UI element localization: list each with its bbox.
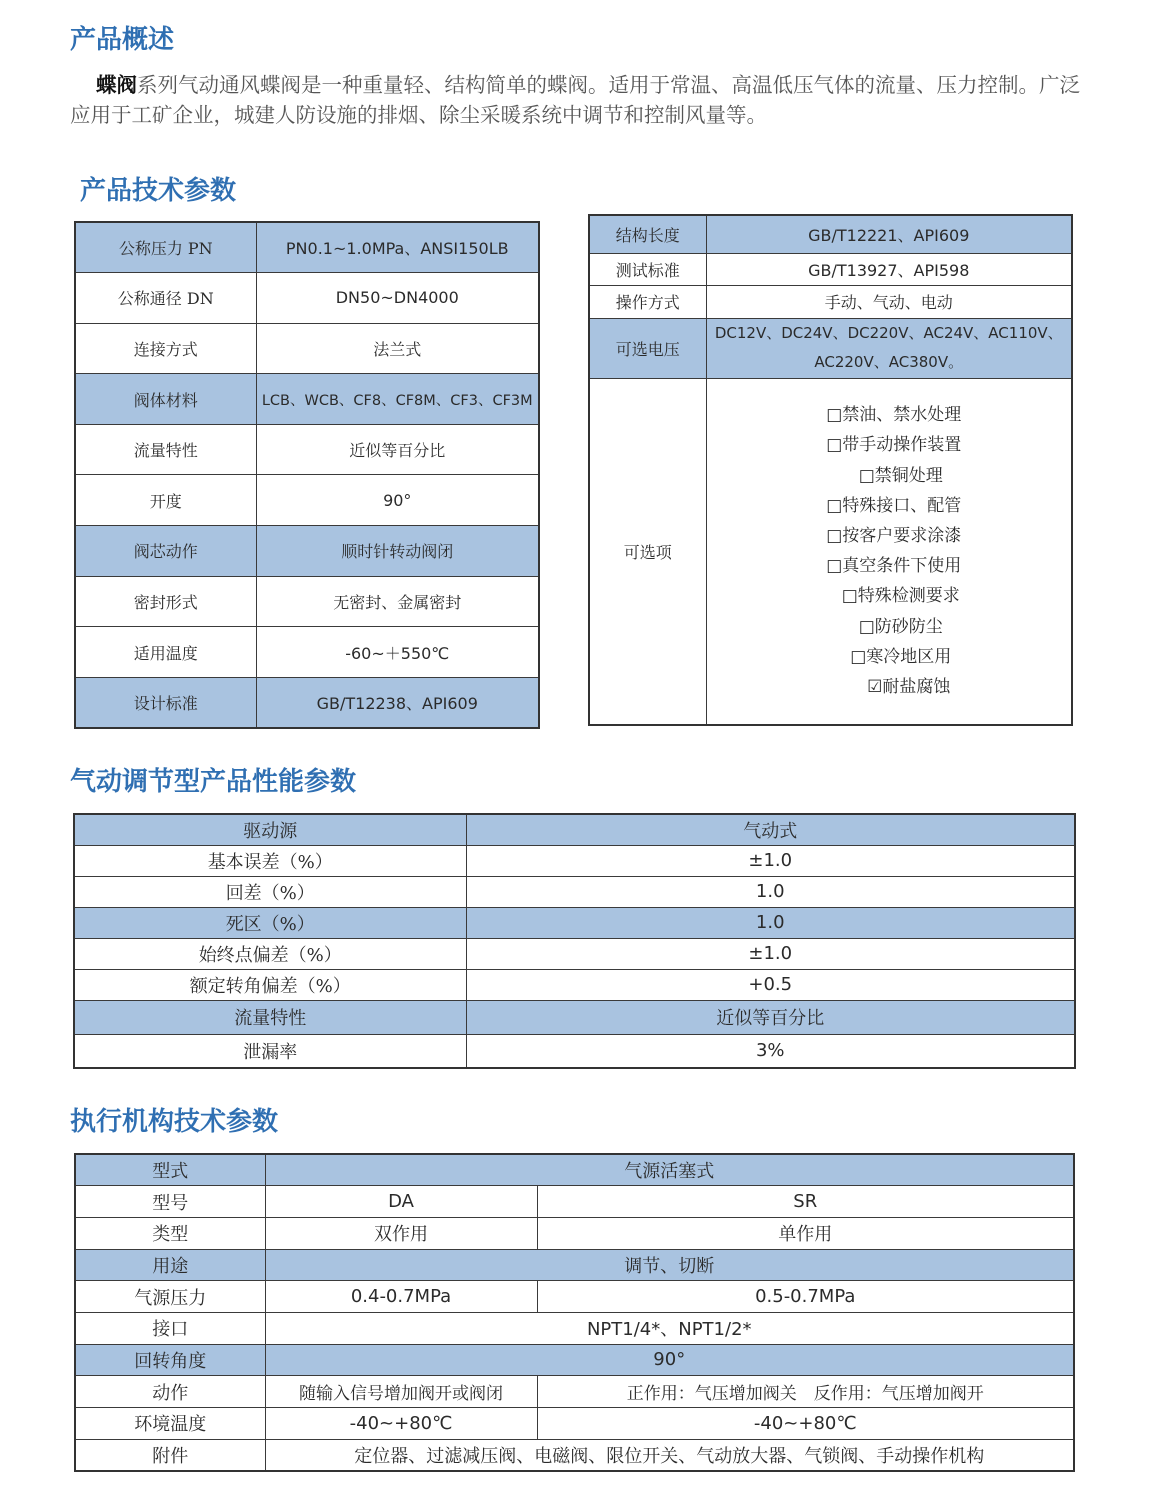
- table-row: [75, 1186, 1074, 1218]
- perf-label: 驱动源: [74, 814, 466, 845]
- act-value-sr: -40~+80℃: [537, 1408, 1074, 1440]
- spec-label: 操作方式: [589, 285, 706, 318]
- option-item: □带手动操作装置: [826, 435, 962, 456]
- perf-value: 3%: [466, 1034, 1075, 1068]
- act-label: 附件: [75, 1439, 265, 1471]
- options-cell: [706, 378, 1072, 725]
- table-row: [589, 378, 1072, 725]
- option-item: ☑耐盐腐蚀: [867, 677, 951, 698]
- spec-value: 顺时针转动阀闭: [256, 526, 539, 577]
- perf-label: 泄漏率: [74, 1034, 466, 1068]
- overview-body: 系列气动通风蝶阀是一种重量轻、结构简单的蝶阀。适用于常温、高温低压气体的流量、压力控制。广泛应用于工矿企业，城建人防设施的排烟、除尘采暖系统中调节和控制风量等。: [70, 73, 1080, 127]
- act-value: 调节、切断: [265, 1249, 1074, 1281]
- act-label: 气源压力: [75, 1281, 265, 1313]
- table-row: [75, 1344, 1074, 1376]
- table-row: [75, 526, 539, 577]
- spec-value: DN50~DN4000: [256, 273, 539, 324]
- table-row: [75, 1408, 1074, 1440]
- spec-value: LCB、WCB、CF8、CF8M、CF3、CF3M: [256, 374, 539, 425]
- act-label: 动作: [75, 1376, 265, 1408]
- option-item: □特殊检测要求: [841, 586, 960, 607]
- table-row: [74, 814, 1075, 845]
- table-row: [75, 273, 539, 324]
- perf-label: 死区（%）: [74, 907, 466, 938]
- overview-lead: 蝶阀: [96, 73, 137, 97]
- table-row: [75, 424, 539, 475]
- table-row: [75, 1376, 1074, 1408]
- spec-label: 适用温度: [75, 627, 256, 678]
- spec-label: 阀体材料: [75, 374, 256, 425]
- act-value-da: 0.4-0.7MPa: [265, 1281, 537, 1313]
- spec-value: GB/T12221、API609: [706, 215, 1072, 253]
- table-row: [74, 1034, 1075, 1068]
- options-list: [711, 400, 1068, 702]
- spec-value: 法兰式: [256, 323, 539, 374]
- spec-value: 近似等百分比: [256, 424, 539, 475]
- table-row: [74, 876, 1075, 907]
- option-item: □寒冷地区用: [850, 646, 952, 667]
- perf-value: 气动式: [466, 814, 1075, 845]
- spec-value: GB/T12238、API609: [256, 677, 539, 728]
- table-row: [589, 285, 1072, 318]
- table-row: [75, 627, 539, 678]
- option-item: □真空条件下使用: [826, 556, 962, 577]
- table-row: [75, 1281, 1074, 1313]
- act-value-da: 随输入信号增加阀开或阀闭: [265, 1376, 537, 1408]
- table-row: [589, 215, 1072, 253]
- act-value: 90°: [265, 1344, 1074, 1376]
- perf-label: 流量特性: [74, 1000, 466, 1034]
- act-label: 用途: [75, 1249, 265, 1281]
- table-row: [75, 374, 539, 425]
- spec-value: GB/T13927、API598: [706, 253, 1072, 285]
- act-label: 回转角度: [75, 1344, 265, 1376]
- spec-label: 公称通径 DN: [75, 273, 256, 324]
- act-label: 型式: [75, 1154, 265, 1186]
- table-row: [75, 222, 539, 273]
- table-row: [74, 1000, 1075, 1034]
- actuator-table: [74, 1153, 1075, 1472]
- table-row: [589, 253, 1072, 285]
- spec-table-left: [74, 221, 540, 729]
- voltage-line-2: AC220V、AC380V。: [814, 353, 964, 371]
- table-row: [75, 323, 539, 374]
- voltage-value: [706, 318, 1072, 378]
- spec-label: 阀芯动作: [75, 526, 256, 577]
- act-value-da: -40~+80℃: [265, 1408, 537, 1440]
- tech-title: 产品技术参数: [80, 176, 237, 206]
- spec-label: 开度: [75, 475, 256, 526]
- option-item: □特殊接口、配管: [826, 495, 962, 516]
- spec-value: 手动、气动、电动: [706, 285, 1072, 318]
- perf-value: ±1.0: [466, 845, 1075, 876]
- spec-label: 可选电压: [589, 318, 706, 378]
- table-row: [589, 318, 1072, 378]
- spec-table-right: [588, 214, 1073, 726]
- perf-value: 1.0: [466, 876, 1075, 907]
- table-row: [74, 907, 1075, 938]
- table-row: [75, 1249, 1074, 1281]
- option-item: □禁油、禁水处理: [826, 405, 962, 426]
- spec-label: 测试标准: [589, 253, 706, 285]
- overview-text: [70, 70, 1080, 130]
- perf-value: 近似等百分比: [466, 1000, 1075, 1034]
- spec-label: 密封形式: [75, 576, 256, 627]
- spec-label: 连接方式: [75, 323, 256, 374]
- spec-label: 结构长度: [589, 215, 706, 253]
- table-row: [75, 576, 539, 627]
- act-value-da: 双作用: [265, 1217, 537, 1249]
- table-row: [75, 1217, 1074, 1249]
- option-item: □按客户要求涂漆: [826, 526, 962, 547]
- performance-title: 气动调节型产品性能参数: [70, 767, 357, 797]
- act-value: NPT1/4*、NPT1/2*: [265, 1312, 1074, 1344]
- act-label: 接口: [75, 1312, 265, 1344]
- perf-label: 始终点偏差（%）: [74, 938, 466, 969]
- option-item: □禁铜处理: [858, 465, 943, 486]
- spec-label: 设计标准: [75, 677, 256, 728]
- actuator-title: 执行机构技术参数: [70, 1107, 279, 1137]
- spec-value: -60~＋550℃: [256, 627, 539, 678]
- act-value: 气源活塞式: [265, 1154, 1074, 1186]
- table-row: [75, 1439, 1074, 1471]
- table-row: [75, 475, 539, 526]
- performance-table: [73, 813, 1076, 1069]
- spec-label: 可选项: [589, 378, 706, 725]
- act-value: 定位器、过滤减压阀、电磁阀、限位开关、气动放大器、气锁阀、手动操作机构: [265, 1439, 1074, 1471]
- perf-value: ±1.0: [466, 938, 1075, 969]
- perf-value: 1.0: [466, 907, 1075, 938]
- act-label: 型号: [75, 1186, 265, 1218]
- perf-label: 额定转角偏差（%）: [74, 969, 466, 1000]
- option-item: □防砂防尘: [858, 616, 943, 637]
- table-row: [75, 1154, 1074, 1186]
- act-value-da: DA: [265, 1186, 537, 1218]
- spec-value: 无密封、金属密封: [256, 576, 539, 627]
- act-label: 环境温度: [75, 1408, 265, 1440]
- spec-label: 公称压力 PN: [75, 222, 256, 273]
- perf-label: 基本误差（%）: [74, 845, 466, 876]
- act-label: 类型: [75, 1217, 265, 1249]
- table-row: [75, 1312, 1074, 1344]
- act-value-sr: 单作用: [537, 1217, 1074, 1249]
- perf-label: 回差（%）: [74, 876, 466, 907]
- table-row: [74, 845, 1075, 876]
- spec-value: 90°: [256, 475, 539, 526]
- act-value-sr: 正作用：气压增加阀关 反作用：气压增加阀开: [537, 1376, 1074, 1408]
- table-row: [74, 938, 1075, 969]
- voltage-line-1: DC12V、DC24V、DC220V、AC24V、AC110V、: [714, 324, 1063, 342]
- spec-value: PN0.1~1.0MPa、ANSI150LB: [256, 222, 539, 273]
- spec-label: 流量特性: [75, 424, 256, 475]
- act-value-sr: 0.5-0.7MPa: [537, 1281, 1074, 1313]
- overview-title: 产品概述: [70, 25, 175, 55]
- table-row: [75, 677, 539, 728]
- act-value-sr: SR: [537, 1186, 1074, 1218]
- table-row: [74, 969, 1075, 1000]
- perf-value: +0.5: [466, 969, 1075, 1000]
